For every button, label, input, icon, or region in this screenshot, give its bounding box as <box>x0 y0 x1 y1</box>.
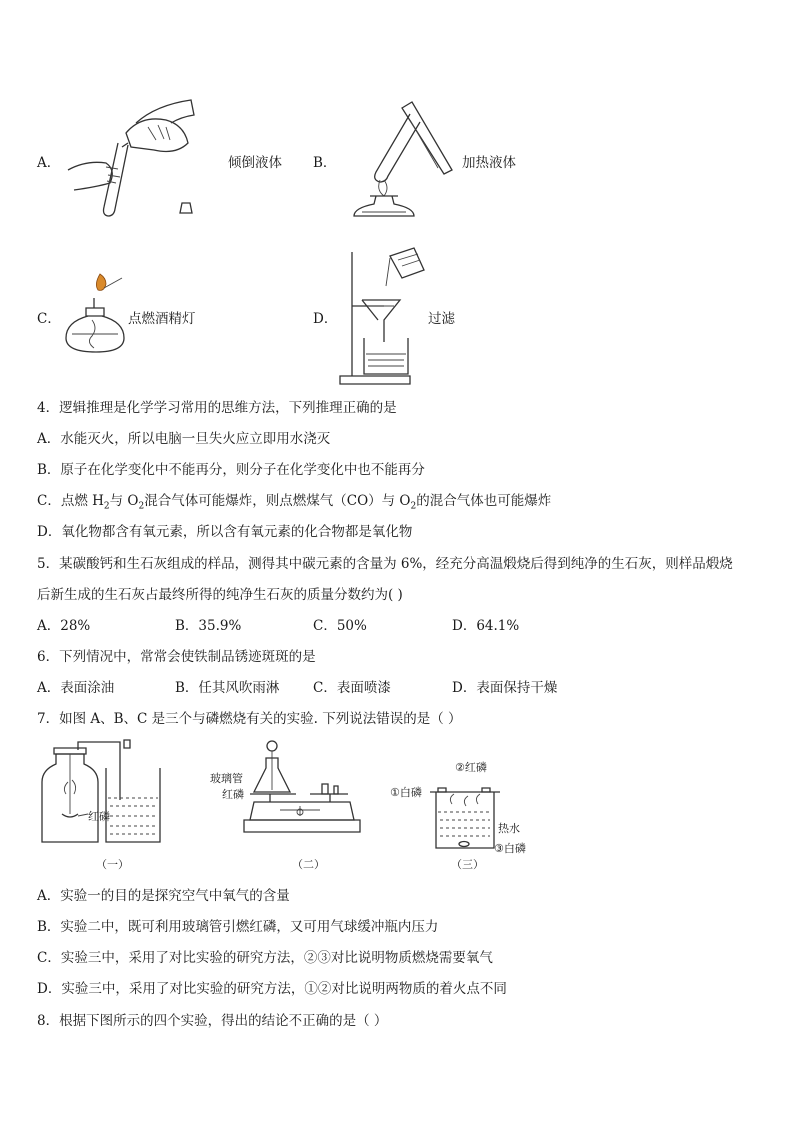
caption-filter: 过滤 <box>428 311 455 327</box>
q7-option-b: B．实验二中，既可利用玻璃管引燃红磷，又可用气球缓冲瓶内压力 <box>37 919 439 935</box>
q7-option-a: A．实验一的目的是探究空气中氧气的含量 <box>37 888 290 904</box>
caption-light-lamp: 点燃酒精灯 <box>128 311 196 327</box>
label-red-phosphorus-3: ②红磷 <box>455 761 487 774</box>
q6-option-b: B．任其风吹雨淋 <box>175 680 280 696</box>
caption-figure-3: （三） <box>451 858 484 871</box>
caption-figure-1: （一） <box>96 858 129 871</box>
balance-flask-apparatus <box>250 740 360 840</box>
label-white-phosphorus-3: ③白磷 <box>494 842 526 855</box>
q6-option-a: A．表面涂油 <box>37 680 115 696</box>
q5-option-d: D．64.1% <box>452 618 520 634</box>
label-red-phosphorus-1: 红磷 <box>88 810 110 823</box>
phosphorus-combustion-comparison <box>430 786 500 850</box>
q7-stem: 7．如图 A、B、C 是三个与磷燃烧有关的实验. 下列说法错误的是（ ） <box>37 711 462 727</box>
q4-stem: 4．逻辑推理是化学学习常用的思维方法，下列推理正确的是 <box>37 400 397 416</box>
q6-option-c: C．表面喷漆 <box>313 680 391 696</box>
q8-stem: 8．根据下图所示的四个实验，得出的结论不正确的是（ ） <box>37 1013 388 1029</box>
label-hot-water: 热水 <box>498 822 520 835</box>
caption-pour-liquid: 倾倒液体 <box>228 155 282 171</box>
label-red-phosphorus-2: 红磷 <box>222 788 244 801</box>
q4-option-d: D．氧化物都含有氧元素，所以含有氧元素的化合物都是氧化物 <box>37 524 413 540</box>
caption-figure-2: （二） <box>292 858 325 871</box>
q4-option-c: C．点燃 $H_2$与 $O_2$混合气体可能爆炸，则点燃煤气（CO）与 $O_2$的混合气体也可能爆炸 <box>37 493 552 512</box>
heat-liquid-illustration <box>340 100 460 220</box>
q7-option-d: D．实验三中，采用了对比实验的研究方法，①②对比说明两物质的着火点不同 <box>37 981 507 997</box>
filter-illustration <box>338 246 430 386</box>
q5-option-a: A．28% <box>37 618 91 634</box>
light-lamp-illustration <box>62 270 132 360</box>
q6-option-d: D．表面保持干燥 <box>452 680 558 696</box>
caption-heat-liquid: 加热液体 <box>462 155 516 171</box>
label-glass-tube: 玻璃管 <box>210 772 243 785</box>
q4-option-a: A．水能灭火，所以电脑一旦失火应立即用水浇灭 <box>37 431 331 447</box>
q5-stem-line1: 5．某碳酸钙和生石灰组成的样品，测得其中碳元素的含量为 6%，经充分高温煅烧后得到纯净的生石灰，则样品煅烧 <box>37 556 733 572</box>
q4-option-b: B．原子在化学变化中不能再分，则分子在化学变化中也不能再分 <box>37 462 425 478</box>
option-letter-d: D． <box>313 311 338 327</box>
option-letter-c: C． <box>37 311 61 327</box>
q5-stem-line2: 后新生成的生石灰占最终所得的纯净生石灰的质量分数约为( ) <box>37 587 403 603</box>
label-white-phosphorus-1: ①白磷 <box>390 786 422 799</box>
q7-option-c: C．实验三中，采用了对比实验的研究方法，②③对比说明物质燃烧需要氧气 <box>37 950 493 966</box>
option-letter-a: A． <box>37 155 61 171</box>
q5-option-c: C．50% <box>313 618 367 634</box>
pour-liquid-illustration <box>66 95 226 220</box>
red-phosphorus-oxygen-apparatus <box>38 740 168 848</box>
q5-option-b: B．35.9% <box>175 618 242 634</box>
q6-stem: 6．下列情况中，常常会使铁制品锈迹斑斑的是 <box>37 649 316 665</box>
option-letter-b: B． <box>313 155 337 171</box>
